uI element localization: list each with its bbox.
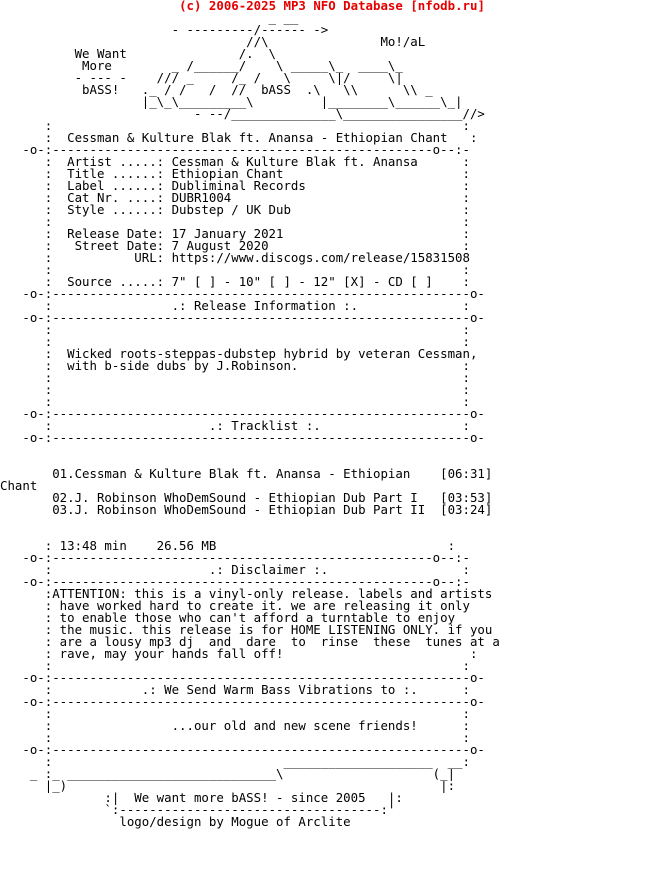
nfo-text [0, 12, 500, 828]
nfo-line: : are a lousy mp3 dj and dare to rinse these tunes at a [0, 634, 500, 649]
nfo-line: : : [0, 706, 470, 721]
nfo-line: : : [0, 370, 470, 385]
nfo-line: :| We want more bASS! - since 2005 |: [0, 790, 403, 805]
nfo-line: |_\_\_________\ |________\______\_| [0, 94, 463, 109]
nfo-line: -o-:--------------------------------------------------------o- [0, 286, 485, 301]
nfo-line: 03.J. Robinson WhoDemSound - Ethiopian Dub Part II [03:24] [0, 502, 493, 517]
nfo-line: : : [0, 334, 470, 349]
nfo-line: : Artist .....: Cessman & Kulture Blak ft. Anansa : [0, 154, 470, 169]
nfo-line: - --/______________\________________//> [0, 106, 485, 121]
nfo-line: We Want /. \ [0, 46, 277, 61]
nfo-line: _ __ [0, 10, 299, 25]
nfo-line: 02.J. Robinson WhoDemSound - Ethiopian Dub Part I [03:53] [0, 490, 493, 505]
nfo-line: -o-:--------------------------------------------------------o- [0, 694, 485, 709]
nfo-line [0, 516, 500, 528]
nfo-line: -o-:---------------------------------------------------o--:- [0, 574, 470, 589]
nfo-line: : Wicked roots-steppas-dubstep hybrid by veteran Cessman, [0, 346, 478, 361]
nfo-line: : Cat Nr. ....: DUBR1004 : [0, 190, 470, 205]
nfo-line: - ---------/------ -> [0, 22, 329, 37]
nfo-line: : URL: https://www.discogs.com/release/15831508 [0, 250, 470, 265]
nfo-line: -o-:--------------------------------------------------------o- [0, 310, 485, 325]
nfo-line: : Street Date: 7 August 2020 : [0, 238, 470, 253]
nfo-line: : the music. this release is for HOME LISTENING ONLY. if you [0, 622, 493, 637]
nfo-line: : : [0, 118, 470, 133]
nfo-line: : 13:48 min 26.56 MB : [0, 538, 456, 553]
site-header: (c) 2006-2025 MP3 NFO Database [nfodb.ru] [179, 0, 485, 13]
nfo-line: : : [0, 322, 470, 337]
nfo-line: : Style ......: Dubstep / UK Dub : [0, 202, 470, 217]
nfo-line: -o-:--------------------------------------------------------o- [0, 742, 485, 757]
nfo-line [0, 444, 500, 456]
nfo-line: _ :_ ____________________________\ (_| [0, 766, 456, 781]
nfo-line: : : [0, 262, 470, 277]
nfo-line: `:-----------------------------------:' [0, 802, 396, 817]
nfo-line: 01.Cessman & Kulture Blak ft. Anansa - Ethiopian [06:31] [0, 466, 493, 481]
nfo-line: |_) |: [0, 778, 456, 793]
nfo-line: : .: We Send Warm Bass Vibrations to :. : [0, 682, 470, 697]
nfo-line: -o-:---------------------------------------------------o--:- [0, 142, 470, 157]
nfo-line: : : [0, 214, 470, 229]
nfo-line: -o-:--------------------------------------------------------o- [0, 670, 485, 685]
nfo-line: : Cessman & Kulture Blak ft. Anansa - Ethiopian Chant : [0, 130, 478, 145]
nfo-line: : .: Release Information :. : [0, 298, 470, 313]
nfo-line: : ...our old and new scene friends! : [0, 718, 470, 733]
nfo-line: : .: Disclaimer :. : [0, 562, 470, 577]
nfo-line: - --- - /// _ /_ / \ \|/ \| [0, 70, 403, 85]
nfo-line: : have worked hard to create it. we are releasing it only [0, 598, 470, 613]
nfo-line: : to enable those who can't afford a turntable to enjoy [0, 610, 456, 625]
nfo-line: //\ Mo!/aL [0, 34, 426, 49]
nfo-line: -o-:--------------------------------------------------------o- [0, 430, 485, 445]
nfo-line: : .: Tracklist :. : [0, 418, 470, 433]
nfo-line: bASS! ._ / / / // bASS .\ \\ \\ _ [0, 82, 433, 97]
nfo-line: : : [0, 730, 470, 745]
nfo-line: : ____________________ __: [0, 754, 470, 769]
nfo-line: : rave, may your hands fall off! : [0, 646, 478, 661]
nfo-line: : Title ......: Ethiopian Chant : [0, 166, 470, 181]
nfo-line: More _ /______/ \ _____\_ ____\_ [0, 58, 403, 73]
nfo-line: : Release Date: 17 January 2021 : [0, 226, 470, 241]
nfo-line: : Source .....: 7" [ ] - 10" [ ] - 12" [X] - CD [ ] : [0, 274, 470, 289]
nfo-line: : : [0, 658, 470, 673]
nfo-line: -o-:---------------------------------------------------o--:- [0, 550, 470, 565]
nfo-line: :ATTENTION: this is a vinyl-only release. labels and artists [0, 586, 493, 601]
nfo-line: -o-:--------------------------------------------------------o- [0, 406, 485, 421]
nfo-line: Chant [0, 478, 38, 493]
nfo-line: : : [0, 382, 470, 397]
nfo-line: logo/design by Mogue of Arclite [0, 814, 351, 829]
nfo-line: : with b-side dubs by J.Robinson. : [0, 358, 470, 373]
nfo-line: : : [0, 394, 470, 409]
nfo-line: : Label ......: Dubliminal Records : [0, 178, 470, 193]
